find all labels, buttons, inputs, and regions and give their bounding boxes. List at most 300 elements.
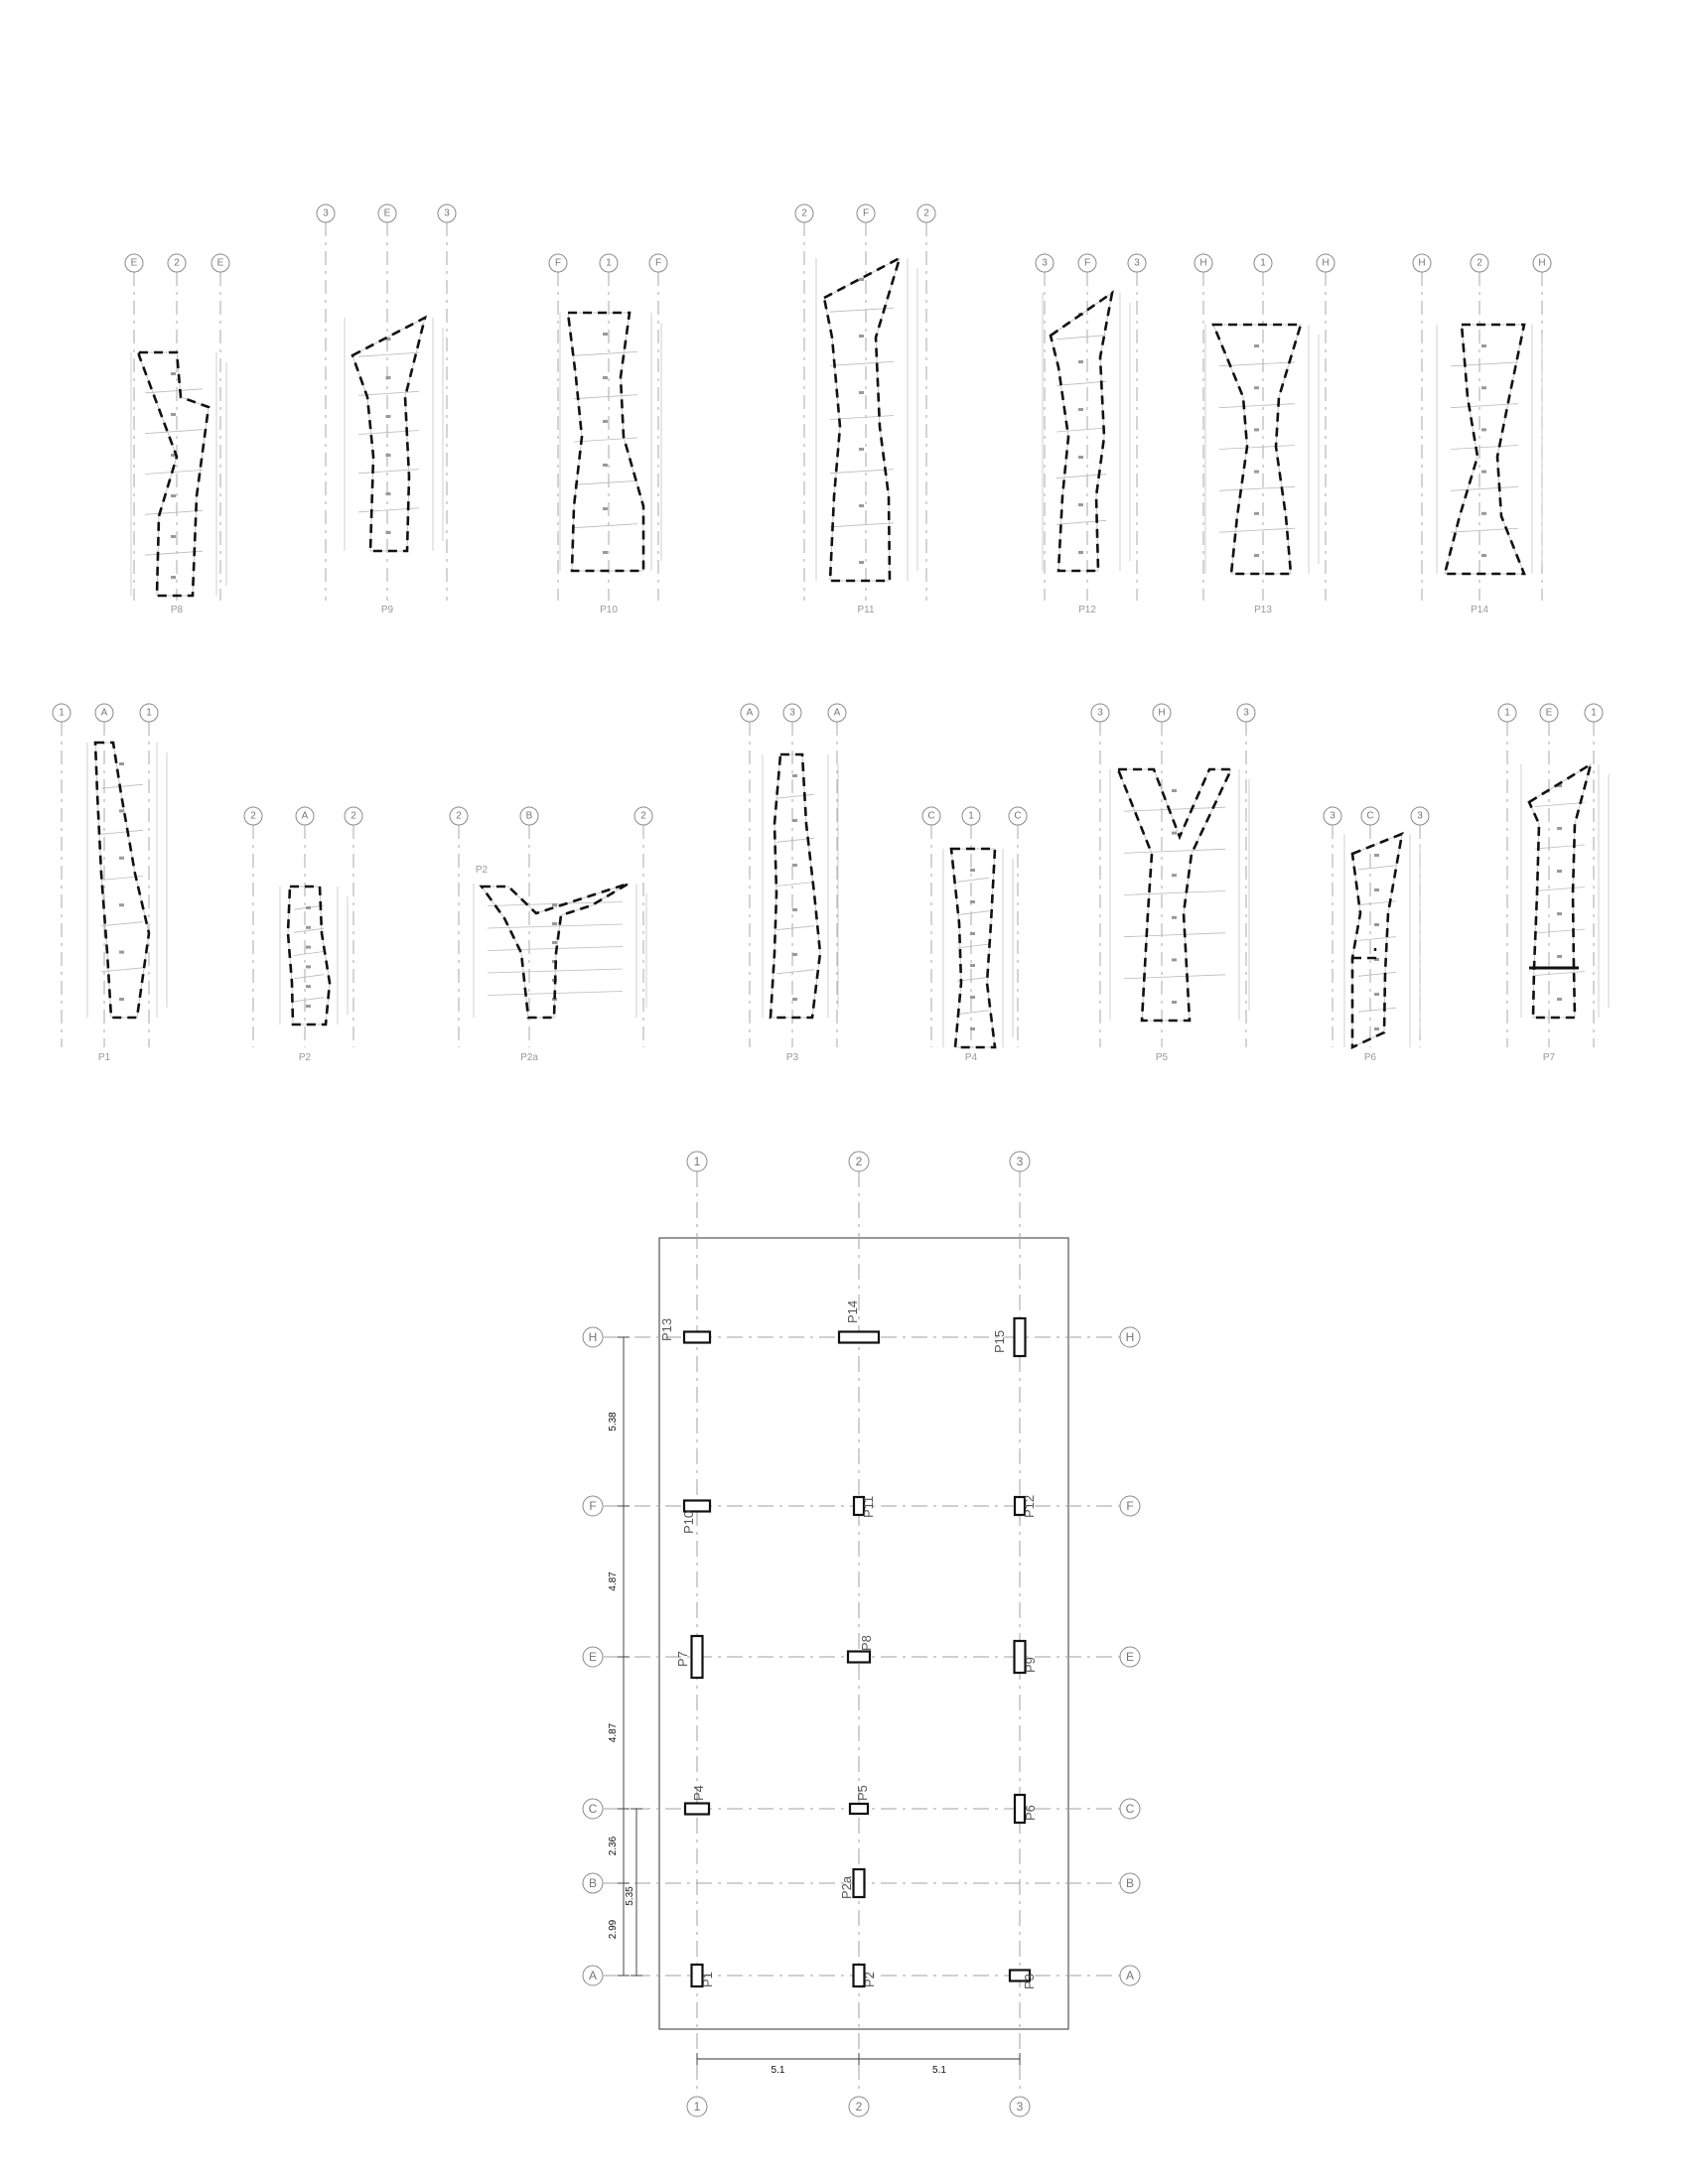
axis-bubble-a: [828, 704, 846, 722]
column-detail-p7: [1498, 704, 1609, 1063]
column-detail-p12: [1036, 254, 1146, 615]
axis-bubble-h: [1195, 254, 1212, 272]
detail-tick-mark: [306, 1005, 311, 1008]
column-detail-p2a: [450, 807, 652, 1063]
axis-bubble-label: 3: [1243, 707, 1249, 719]
detail-tick-mark: [1254, 386, 1259, 389]
plan-dimension-value: 5.1: [932, 2065, 946, 2076]
column-layout-plan: [583, 1152, 1140, 2116]
detail-caption: P12: [1078, 605, 1096, 615]
detail-hatch-line: [1124, 807, 1225, 811]
detail-tick-mark: [1374, 854, 1379, 857]
axis-bubble-label: H: [1158, 707, 1166, 719]
axis-bubble-label: H: [1199, 257, 1207, 269]
detail-hatch-line: [1219, 486, 1295, 490]
detail-hatch-line: [145, 510, 203, 514]
plan-axis-bubble-left-f: [583, 1496, 603, 1516]
axis-bubble-label: 3: [789, 707, 795, 719]
plan-axis-bubble-left-h: [583, 1327, 603, 1347]
plan-axis-bubble-right-e: [1120, 1647, 1140, 1667]
column-label: P1: [700, 1972, 715, 1987]
detail-tick-mark: [859, 504, 864, 507]
detail-hatch-line: [957, 1011, 989, 1015]
detail-hatch-line: [1451, 446, 1518, 450]
detail-caption: P3: [785, 1052, 799, 1063]
axis-bubble-label: A: [301, 810, 309, 822]
detail-hatch-line: [574, 524, 637, 528]
plan-axis-bubble-right-a: [1120, 1966, 1140, 1985]
axis-bubble-label: 2: [923, 207, 929, 219]
plan-column-p14: [839, 1300, 879, 1343]
plan-axis-bubble-left-a: [583, 1966, 603, 1985]
detail-tick-mark: [386, 531, 391, 534]
detail-tick-mark: [119, 857, 124, 860]
detail-tick-mark: [1481, 471, 1486, 474]
detail-hatch-line: [1535, 887, 1585, 891]
column-rect: [850, 1804, 868, 1814]
column-label: P14: [845, 1299, 860, 1323]
detail-hatch-line: [957, 944, 989, 948]
plan-axis-bubble-right-c: [1120, 1799, 1140, 1819]
detail-tick-mark: [306, 926, 311, 929]
detail-hatch-line: [574, 351, 637, 355]
axis-bubble-label: F: [554, 257, 562, 269]
detail-tick-mark: [1172, 789, 1177, 792]
detail-hatch-line: [957, 911, 989, 915]
axis-bubble-label: 3: [1330, 810, 1336, 822]
axis-bubble-label: 1: [693, 1155, 701, 1168]
axis-bubble-label: 1: [59, 707, 65, 719]
detail-tick-mark: [859, 391, 864, 394]
axis-bubble-a: [741, 704, 759, 722]
axis-bubble-label: H: [1125, 1330, 1135, 1344]
detail-tick-mark: [1557, 912, 1562, 915]
detail-hatch-line: [488, 947, 623, 951]
column-rect: [684, 1501, 710, 1512]
axis-bubble-3: [783, 704, 801, 722]
axis-bubble-h: [1413, 254, 1431, 272]
detail-hatch-line: [776, 794, 814, 798]
axis-bubble-3: [1128, 254, 1146, 272]
detail-hatch-line: [1219, 446, 1295, 450]
axis-bubble-3: [317, 205, 335, 222]
column-label: P4: [691, 1785, 706, 1801]
detail-hatch-line: [1056, 336, 1106, 340]
axis-bubble-label: E: [130, 257, 138, 269]
axis-bubble-c: [922, 807, 940, 825]
detail-hatch-line: [145, 430, 203, 434]
column-label: P5: [855, 1785, 870, 1801]
axis-bubble-label: C: [1125, 1802, 1135, 1816]
axis-bubble-2: [450, 807, 468, 825]
detail-hatch-line: [830, 361, 894, 365]
plan-axis-bubble-left-e: [583, 1647, 603, 1667]
axis-bubble-label: F: [862, 207, 870, 219]
detail-caption: P7: [1542, 1052, 1556, 1063]
axis-bubble-2: [1471, 254, 1488, 272]
column-outline: [1529, 764, 1591, 1018]
column-label: P15: [992, 1329, 1007, 1353]
detail-caption: P2: [298, 1052, 312, 1063]
axis-bubble-label: A: [833, 707, 841, 719]
plan-axis-bubble-left-b: [583, 1873, 603, 1893]
detail-tick-mark: [119, 903, 124, 906]
detail-tick-mark: [306, 965, 311, 968]
detail-tick-mark: [1374, 888, 1379, 891]
detail-tick-mark: [970, 996, 975, 999]
axis-bubble-label: A: [1125, 1969, 1135, 1982]
detail-hatch-line: [294, 928, 324, 932]
plan-column-p13: [659, 1318, 710, 1343]
detail-tick-mark: [1078, 408, 1083, 411]
plan-axis-bubble-bottom-2: [849, 2097, 869, 2116]
detail-tick-mark: [1481, 428, 1486, 431]
detail-tick-mark: [603, 551, 608, 554]
detail-hatch-line: [1358, 1008, 1396, 1012]
axis-bubble-2: [345, 807, 362, 825]
detail-caption: P8: [170, 605, 184, 615]
axis-bubble-label: 3: [1417, 810, 1423, 822]
axis-bubble-1: [1254, 254, 1272, 272]
detail-tick-mark: [1481, 554, 1486, 557]
axis-bubble-label: E: [216, 257, 224, 269]
column-label: P3: [1022, 1974, 1037, 1989]
detail-hatch-line: [358, 508, 419, 512]
detail-tick-mark: [171, 372, 176, 375]
axis-bubble-f: [649, 254, 667, 272]
detail-tick-mark: [552, 941, 557, 944]
column-detail-p11: [795, 205, 935, 615]
axis-bubble-1: [53, 704, 70, 722]
axis-bubble-label: 3: [1016, 1155, 1024, 1168]
column-detail-p3: [741, 704, 846, 1063]
axis-bubble-label: C: [1366, 810, 1374, 822]
plan-column-p2a: [839, 1869, 865, 1899]
column-label: P2a: [839, 1875, 854, 1899]
plan-dimension-value: 4.87: [608, 1722, 619, 1743]
detail-tick-mark: [603, 376, 608, 379]
axis-bubble-e: [1540, 704, 1558, 722]
axis-bubble-label: 2: [855, 1155, 863, 1168]
column-rect: [848, 1652, 870, 1663]
axis-bubble-label: E: [383, 207, 391, 219]
column-label: P12: [1022, 1494, 1037, 1518]
plan-axis-bubble-top-2: [849, 1152, 869, 1171]
detail-tick-mark: [306, 906, 311, 909]
plan-column-p2: [854, 1965, 878, 1987]
axis-bubble-label: 3: [1097, 707, 1103, 719]
plan-dimension-value: 2.36: [608, 1836, 619, 1856]
column-detail-p8: [125, 254, 229, 615]
axis-bubble-label: C: [588, 1802, 598, 1816]
detail-tick-mark: [386, 415, 391, 418]
axis-bubble-3: [1036, 254, 1054, 272]
detail-tick-mark: [603, 507, 608, 510]
axis-bubble-2: [168, 254, 186, 272]
axis-bubble-label: B: [525, 810, 533, 822]
column-rect: [685, 1804, 709, 1815]
axis-bubble-label: 2: [801, 207, 807, 219]
plan-column-p10: [681, 1501, 710, 1535]
detail-hatch-line: [776, 970, 814, 974]
detail-tick-mark: [792, 864, 797, 867]
axis-bubble-label: 2: [640, 810, 646, 822]
plan-column-p7: [675, 1636, 703, 1678]
detail-tick-mark: [1557, 827, 1562, 830]
column-detail-p9: [317, 205, 456, 615]
axis-bubble-f: [1078, 254, 1096, 272]
axis-bubble-e: [378, 205, 396, 222]
detail-caption: P5: [1155, 1052, 1169, 1063]
axis-bubble-label: H: [1538, 257, 1546, 269]
detail-tick-mark: [792, 908, 797, 911]
detail-tick-mark: [603, 464, 608, 467]
detail-tick-mark: [1374, 1027, 1379, 1030]
detail-hatch-line: [294, 952, 324, 956]
plan-dimension-total: 5.35: [625, 1886, 635, 1906]
detail-tick-mark: [1254, 344, 1259, 347]
axis-bubble-label: 1: [968, 810, 974, 822]
column-details: [53, 205, 1609, 1063]
axis-bubble-label: B: [588, 1876, 598, 1890]
detail-tick-mark: [792, 819, 797, 822]
detail-tick-mark: [306, 946, 311, 949]
column-detail-p13: [1195, 254, 1335, 615]
detail-tick-mark: [970, 1027, 975, 1030]
plan-axis-bubble-bottom-3: [1010, 2097, 1030, 2116]
detail-hatch-line: [1056, 520, 1106, 524]
detail-hatch-line: [1535, 972, 1585, 976]
detail-tick-mark: [1557, 870, 1562, 873]
axis-bubble-label: A: [100, 707, 108, 719]
detail-tick-mark: [119, 762, 124, 765]
plan-column-p8: [848, 1635, 874, 1662]
axis-bubble-label: 3: [1134, 257, 1140, 269]
axis-bubble-c: [1009, 807, 1027, 825]
detail-hatch-line: [488, 969, 623, 973]
axis-bubble-label: A: [588, 1969, 598, 1982]
detail-hatch-line: [1219, 404, 1295, 408]
axis-bubble-label: 2: [1477, 257, 1482, 269]
column-label: P8: [859, 1635, 874, 1651]
axis-bubble-label: F: [589, 1499, 597, 1513]
detail-tick-mark: [1078, 360, 1083, 363]
detail-tick-mark: [552, 922, 557, 925]
axis-bubble-c: [1361, 807, 1379, 825]
detail-hatch-line: [1124, 975, 1225, 979]
column-detail-p2: [244, 807, 362, 1063]
detail-tick-mark: [970, 964, 975, 967]
detail-tick-mark: [171, 413, 176, 416]
axis-bubble-label: H: [588, 1330, 598, 1344]
detail-tick-mark: [859, 278, 864, 281]
axis-bubble-e: [125, 254, 143, 272]
axis-bubble-f: [549, 254, 567, 272]
column-label: P10: [681, 1510, 696, 1534]
axis-bubble-f: [857, 205, 875, 222]
detail-caption: P6: [1363, 1052, 1377, 1063]
axis-bubble-label: E: [1545, 707, 1553, 719]
detail-hatch-line: [1219, 528, 1295, 532]
axis-bubble-label: F: [1083, 257, 1091, 269]
detail-hatch-line: [358, 352, 419, 356]
column-outline: [1118, 769, 1231, 1021]
detail-tick-mark: [1078, 456, 1083, 459]
axis-bubble-label: 3: [444, 207, 450, 219]
detail-step-line: [1352, 948, 1375, 958]
detail-hatch-line: [1056, 428, 1106, 432]
plan-axis-bubble-bottom-1: [687, 2097, 707, 2116]
axis-bubble-label: 2: [174, 257, 180, 269]
axis-bubble-label: H: [1418, 257, 1426, 269]
axis-bubble-3: [1237, 704, 1255, 722]
axis-bubble-2: [917, 205, 935, 222]
detail-tick-mark: [970, 932, 975, 935]
plan-column-p11: [854, 1496, 876, 1518]
detail-tick-mark: [1172, 958, 1177, 961]
detail-tick-mark: [1078, 503, 1083, 506]
detail-tick-mark: [119, 809, 124, 812]
detail-hatch-line: [101, 830, 143, 834]
plan-dimension-value: 2.99: [608, 1919, 619, 1940]
detail-caption: P13: [1254, 605, 1272, 615]
detail-tick-mark: [859, 335, 864, 338]
detail-hatch-line: [957, 878, 989, 882]
detail-hatch-line: [830, 523, 894, 527]
axis-bubble-label: 1: [146, 707, 152, 719]
axis-bubble-2: [244, 807, 262, 825]
detail-tick-mark: [792, 774, 797, 777]
detail-hatch-line: [776, 883, 814, 887]
detail-hatch-line: [1451, 362, 1518, 366]
detail-hatch-line: [101, 784, 143, 788]
axis-bubble-h: [1153, 704, 1171, 722]
column-rect: [854, 1869, 865, 1897]
axis-bubble-label: 1: [606, 257, 612, 269]
plan-axis-bubble-right-f: [1120, 1496, 1140, 1516]
axis-bubble-label: 2: [250, 810, 256, 822]
axis-bubble-label: 1: [1504, 707, 1510, 719]
detail-tag-label: P2: [475, 865, 489, 876]
detail-tick-mark: [1374, 993, 1379, 996]
detail-caption: P9: [380, 605, 394, 615]
detail-tick-mark: [386, 376, 391, 379]
plan-dimension-value: 5.38: [608, 1412, 619, 1432]
axis-bubble-label: 1: [1591, 707, 1597, 719]
column-detail-p10: [549, 254, 667, 615]
axis-bubble-label: 3: [323, 207, 329, 219]
detail-tick-mark: [792, 998, 797, 1001]
axis-bubble-label: E: [588, 1650, 598, 1664]
detail-hatch-line: [1358, 972, 1396, 976]
detail-tick-mark: [386, 454, 391, 457]
column-label: P7: [675, 1651, 690, 1667]
detail-tick-mark: [119, 951, 124, 954]
plan-column-p6: [1015, 1795, 1038, 1823]
detail-hatch-line: [776, 926, 814, 930]
detail-hatch-line: [101, 968, 143, 972]
plan-axis-bubble-left-c: [583, 1799, 603, 1819]
axis-bubble-label: 1: [1260, 257, 1266, 269]
column-detail-p1: [53, 704, 167, 1063]
axis-bubble-3: [1324, 807, 1341, 825]
column-rect: [684, 1332, 710, 1343]
detail-tick-mark: [171, 576, 176, 579]
detail-tick-mark: [171, 535, 176, 538]
detail-hatch-line: [1451, 486, 1518, 490]
detail-caption: P14: [1471, 605, 1488, 615]
axis-bubble-label: C: [1014, 810, 1022, 822]
detail-hatch-line: [1535, 929, 1585, 933]
detail-tick-mark: [1254, 554, 1259, 557]
detail-hatch-line: [1124, 849, 1225, 853]
detail-hatch-line: [1535, 845, 1585, 849]
column-rect: [1015, 1318, 1026, 1356]
plan-axis-bubble-top-1: [687, 1152, 707, 1171]
detail-tick-mark: [1557, 955, 1562, 958]
axis-bubble-2: [795, 205, 813, 222]
axis-bubble-label: F: [654, 257, 662, 269]
plan-axis-bubble-right-h: [1120, 1327, 1140, 1347]
detail-caption: P2a: [520, 1052, 538, 1063]
column-label: P13: [659, 1317, 674, 1341]
axis-bubble-a: [95, 704, 113, 722]
column-rect: [839, 1332, 879, 1343]
detail-tick-mark: [1254, 471, 1259, 474]
plan-column-p5: [850, 1785, 870, 1814]
axis-bubble-label: 2: [855, 2100, 863, 2114]
detail-tick-mark: [1172, 1001, 1177, 1004]
axis-bubble-e: [211, 254, 229, 272]
detail-hatch-line: [1124, 933, 1225, 937]
detail-tick-mark: [859, 561, 864, 564]
axis-bubble-label: 3: [1016, 2100, 1024, 2114]
axis-bubble-1: [1498, 704, 1516, 722]
plan-column-p3: [1010, 1971, 1037, 1990]
detail-hatch-line: [294, 998, 324, 1002]
axis-bubble-3: [1411, 807, 1429, 825]
detail-tick-mark: [603, 333, 608, 336]
detail-hatch-line: [574, 395, 637, 399]
axis-bubble-label: F: [1126, 1499, 1134, 1513]
plan-dimension-value: 5.1: [771, 2065, 785, 2076]
column-detail-p5: [1091, 704, 1255, 1063]
axis-bubble-label: B: [1125, 1876, 1135, 1890]
detail-tick-mark: [1078, 551, 1083, 554]
column-label: P9: [1023, 1657, 1038, 1673]
detail-tick-mark: [552, 903, 557, 906]
detail-hatch-line: [1535, 803, 1585, 807]
detail-tick-mark: [119, 998, 124, 1001]
detail-caption: P1: [97, 1052, 111, 1063]
detail-caption: P10: [600, 605, 618, 615]
axis-bubble-3: [1091, 704, 1109, 722]
axis-bubble-label: 1: [693, 2100, 701, 2114]
detail-hatch-line: [1358, 866, 1396, 870]
column-label: P2: [862, 1972, 877, 1987]
plan-border: [659, 1238, 1068, 2029]
detail-tick-mark: [970, 869, 975, 872]
detail-tick-mark: [792, 953, 797, 956]
detail-tick-mark: [1481, 512, 1486, 515]
detail-tick-mark: [1481, 386, 1486, 389]
axis-bubble-3: [438, 205, 456, 222]
detail-tick-mark: [1481, 344, 1486, 347]
axis-bubble-label: 2: [456, 810, 462, 822]
column-detail-p14: [1413, 254, 1551, 615]
axis-bubble-label: 2: [351, 810, 356, 822]
detail-tick-mark: [603, 420, 608, 423]
